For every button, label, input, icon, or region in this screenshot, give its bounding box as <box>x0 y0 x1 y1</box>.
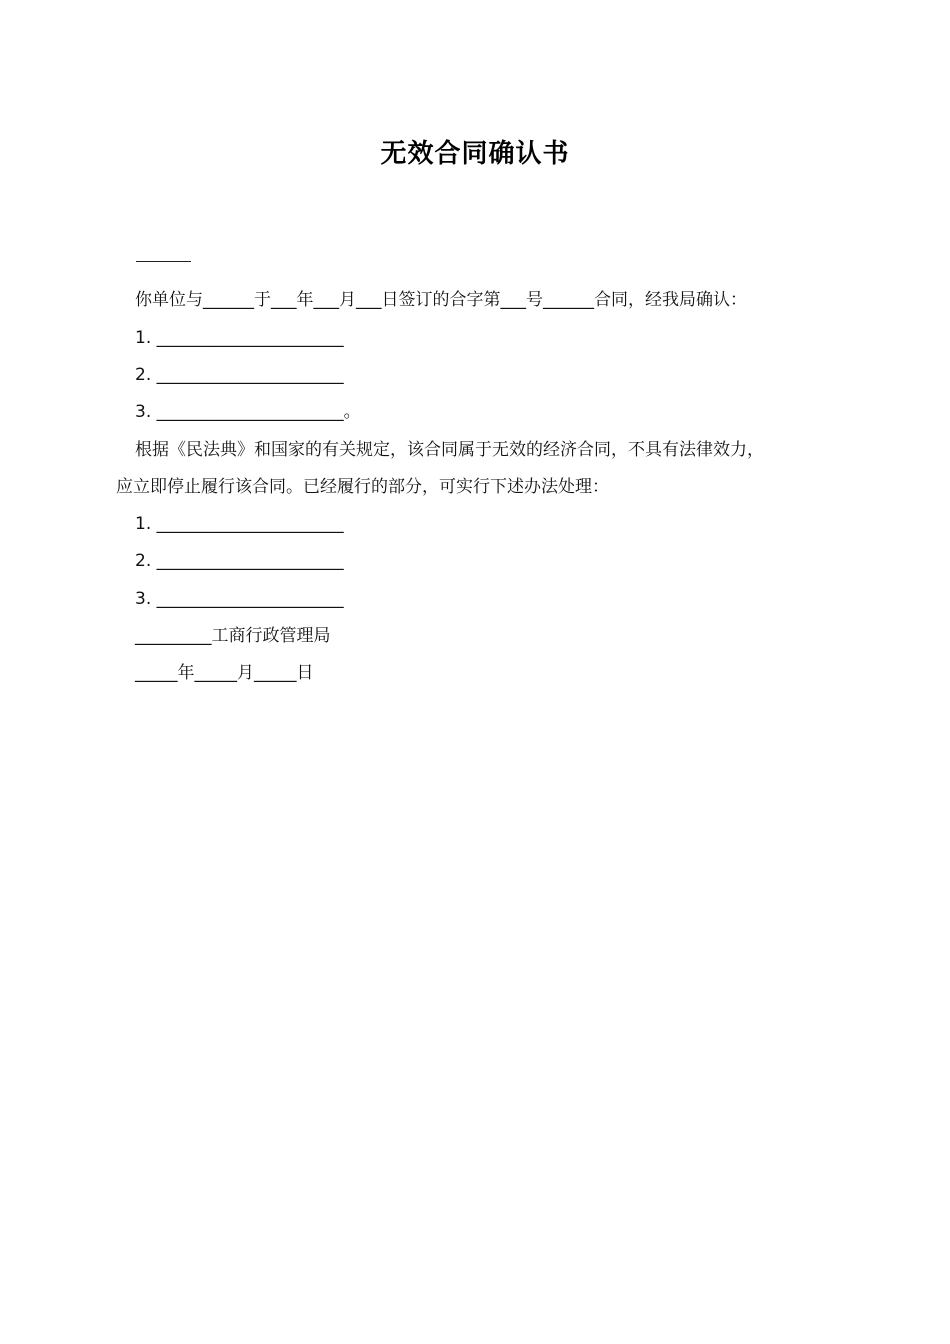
measure-item-1: 1. ______________________ <box>135 514 344 534</box>
addressee-blank <box>136 260 191 262</box>
intro-paragraph: 你单位与______于___年___月___日签订的合字第___号______合同，经我局确认： <box>135 290 747 310</box>
issuer-line: _________工商行政管理局 <box>135 626 331 646</box>
body-paragraph-line-2: 应立即停止履行该合同。已经履行的部分，可实行下述办法处理： <box>116 477 609 497</box>
reason-item-3: 3. ______________________。 <box>135 402 361 422</box>
body-paragraph-line-1: 根据《民法典》和国家的有关规定，该合同属于无效的经济合同，不具有法律效力， <box>135 440 764 460</box>
reason-item-2: 2. ______________________ <box>135 365 344 385</box>
document-title: 无效合同确认书 <box>380 139 570 169</box>
date-line: _____年_____月_____日 <box>135 663 314 683</box>
measure-item-3: 3. ______________________ <box>135 589 344 609</box>
measure-item-2: 2. ______________________ <box>135 551 344 571</box>
reason-item-1: 1. ______________________ <box>135 328 344 348</box>
